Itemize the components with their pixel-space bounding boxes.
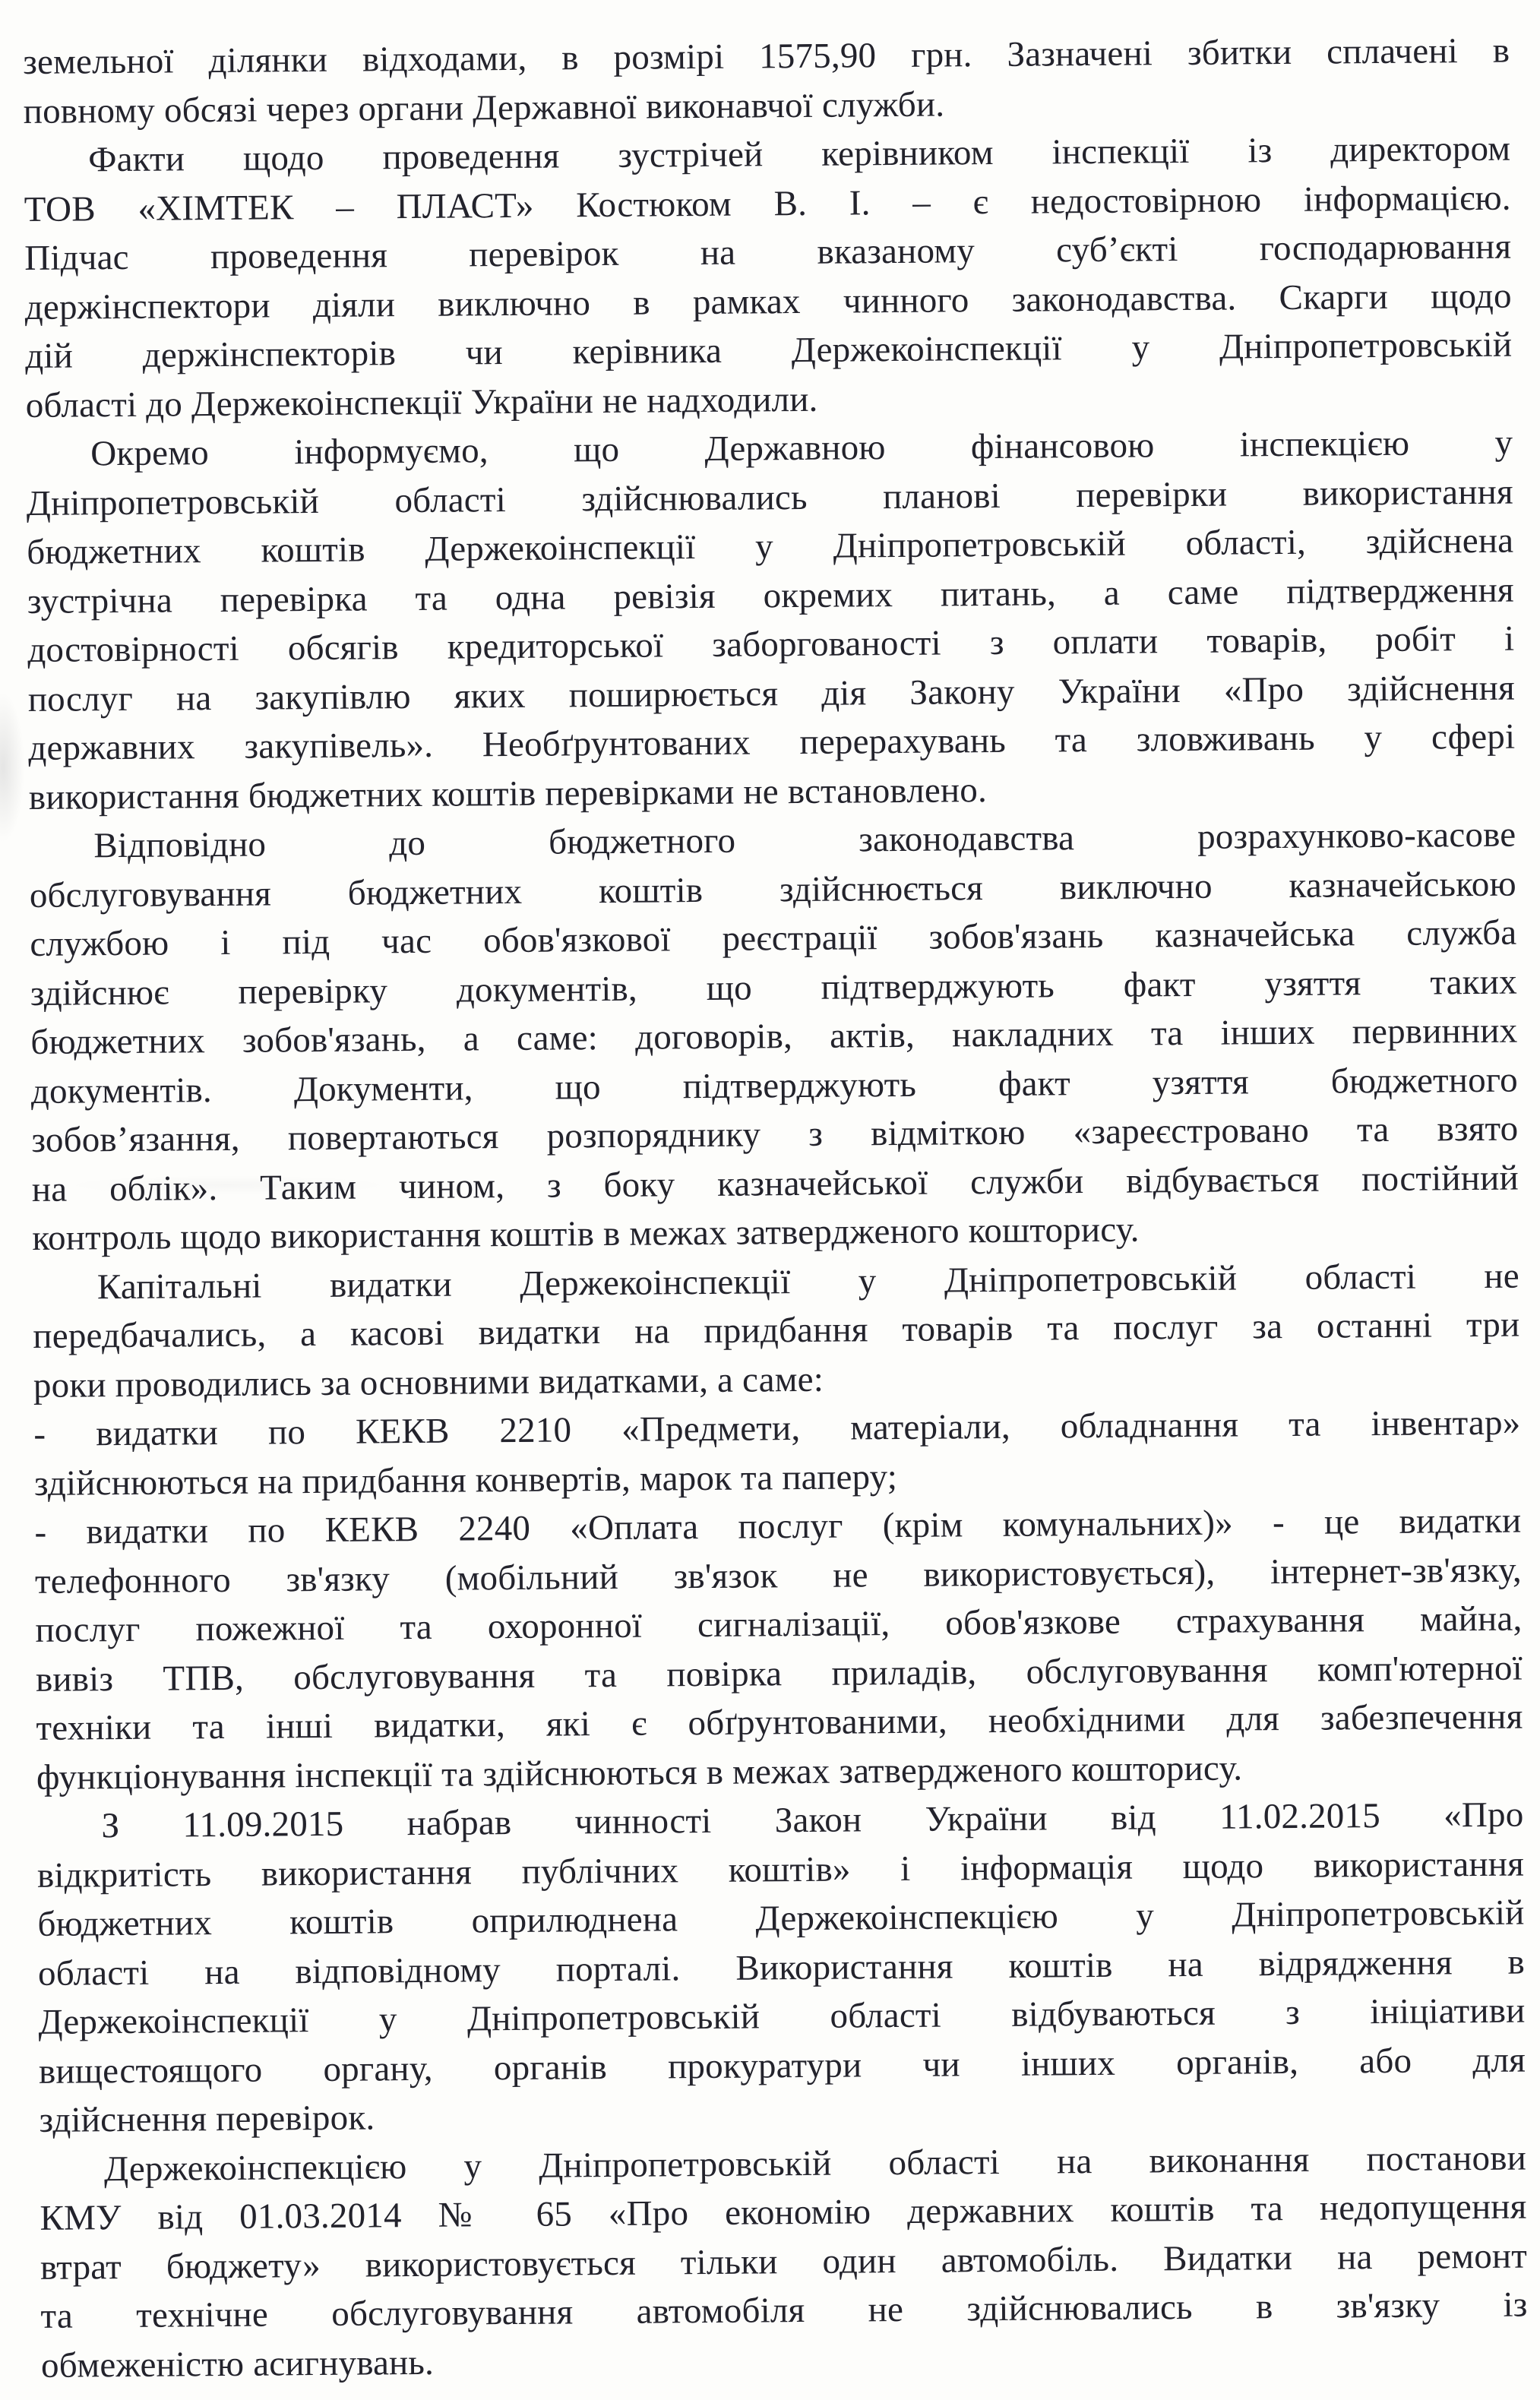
text-line: Окремо інформуємо, що Державною фінансовою інспекцією у xyxy=(90,422,1513,474)
text-line: бюджетних зобов'язань, а саме: договорів, актів, накладних та інших первинних xyxy=(30,1010,1518,1062)
text-line: вивіз ТПВ, обслуговування та повірка приладів, обслуговування комп'ютерної xyxy=(35,1648,1523,1700)
text-line: держінспектори діяли виключно в рамках чинного законодавства. Скарги щодо xyxy=(24,276,1512,327)
text-line: достовірності обсягів кредиторської заборгованості з оплати товарів, робіт і xyxy=(27,618,1515,670)
text-line: використання бюджетних коштів перевірками не встановлено. xyxy=(28,770,988,817)
text-line: Відповідно до бюджетного законодавства розрахунково-касове xyxy=(93,814,1516,866)
text-line: передбачались, а касові видатки на придбання товарів та послуг за останні три xyxy=(33,1304,1520,1356)
text-line: контроль щодо використання коштів в межах затвердженого кошторису. xyxy=(32,1209,1140,1258)
text-line: послуг на закупівлю яких поширюється дія Закону України «Про здійснення xyxy=(27,668,1515,719)
text-line: послуг пожежної та охоронної сигналізації, обов'язкове страхування майна, xyxy=(35,1598,1523,1650)
text-line: ТОВ «ХІМТЕК – ПЛАСТ» Костюком В. І. – є недостовірною інформацією. xyxy=(24,178,1511,229)
text-line: вищестоящого органу, органів прокуратури чи інших органів, або для xyxy=(38,2040,1526,2092)
text-line: зустрічна перевірка та одна ревізія окремих питань, а саме підтвердження xyxy=(27,570,1514,621)
text-line: обмеженістю асигнувань. xyxy=(40,2342,435,2386)
text-line: документів. Документи, що підтверджують факт узяття бюджетного xyxy=(30,1060,1519,1111)
text-line: Держекоінспекцією у Дніпропетровській області на виконання постанови xyxy=(103,2138,1527,2189)
text-line: здійснює перевірку документів, що підтверджують факт узяття таких xyxy=(30,962,1518,1013)
text-line: - видатки по КЕКВ 2210 «Предмети, матеріали, обладнання та інвентар» xyxy=(33,1402,1521,1454)
text-line: функціонування інспекції та здійснюються в межах затвердженого кошторису. xyxy=(36,1747,1243,1798)
document-text xyxy=(23,27,1528,2390)
text-line: Капітальні видатки Держекоінспекції у Дніпропетровській області не xyxy=(96,1256,1520,1307)
text-line: Факти щодо проведення зустрічей керівником інспекції із директором xyxy=(88,128,1511,180)
text-line: здійснення перевірок. xyxy=(39,2098,375,2140)
text-line: повному обсязі через органи Державної виконавчої служби. xyxy=(23,84,945,131)
text-line: відкритість використання публічних коштів» і інформація щодо використання xyxy=(36,1844,1525,1896)
text-line: роки проводились за основними видатками, а саме: xyxy=(33,1359,824,1406)
text-line: області на відповідному порталі. Використання коштів на відрядження в xyxy=(37,1942,1526,1994)
text-line: земельної ділянки відходами, в розмірі 1575,90 грн. Зазначені збитки сплачені в xyxy=(23,30,1510,82)
text-line: зобов’язання, повертаються розпоряднику з відміткою «зареєстровано та взято xyxy=(31,1108,1519,1160)
text-line: та технічне обслуговування автомобіля не здійснювались в зв'язку із xyxy=(40,2285,1528,2336)
text-line: на облік». Таким чином, з боку казначейської служби відбувається постійний xyxy=(31,1158,1519,1209)
text-line: Дніпропетровській області здійснювались планові перевірки використання xyxy=(26,472,1513,523)
text-line: телефонного зв'язку (мобільний зв'язок не використовується), інтернет-зв'язку, xyxy=(34,1550,1523,1602)
text-line: бюджетних коштів оприлюднена Держекоінспекцією у Дніпропетровській xyxy=(37,1892,1525,1944)
text-line: Підчас проведення перевірок на вказаному суб’єкті господарювання xyxy=(24,226,1512,278)
text-line: здійснюються на придбання конвертів, марок та паперу; xyxy=(33,1456,898,1504)
text-line: З 11.09.2015 набрав чинності Закон України від 11.02.2015 «Про xyxy=(101,1794,1524,1846)
text-line: службою і під час обов'язкової реєстрації зобов'язань казначейська служба xyxy=(30,912,1517,964)
text-line: бюджетних коштів Держекоінспекції у Дніпропетровській області, здійснена xyxy=(27,520,1514,572)
text-line: техніки та інші видатки, які є обґрунтованими, необхідними для забезпечення xyxy=(36,1696,1523,1748)
text-line: державних закупівель». Необґрунтованих перерахувань та зловживань у сфері xyxy=(28,716,1516,768)
text-line: втрат бюджету» використовується тільки один автомобіль. Видатки на ремонт xyxy=(40,2236,1528,2288)
text-line: дій держінспекторів чи керівника Держекоінспекції у Дніпропетровській xyxy=(25,324,1513,376)
text-line: - видатки по КЕКВ 2240 «Оплата послуг (крім комунальних)» - це видатки xyxy=(34,1500,1522,1552)
text-line: Держекоінспекції у Дніпропетровській області відбуваються з ініціативи xyxy=(38,1991,1526,2042)
text-line: області до Держекоінспекції України не надходили. xyxy=(25,379,818,425)
text-line: КМУ від 01.03.2014 № 65 «Про економію державних коштів та недопущення xyxy=(40,2187,1527,2238)
text-line: обслуговування бюджетних коштів здійснюється виключно казначейською xyxy=(29,864,1517,915)
